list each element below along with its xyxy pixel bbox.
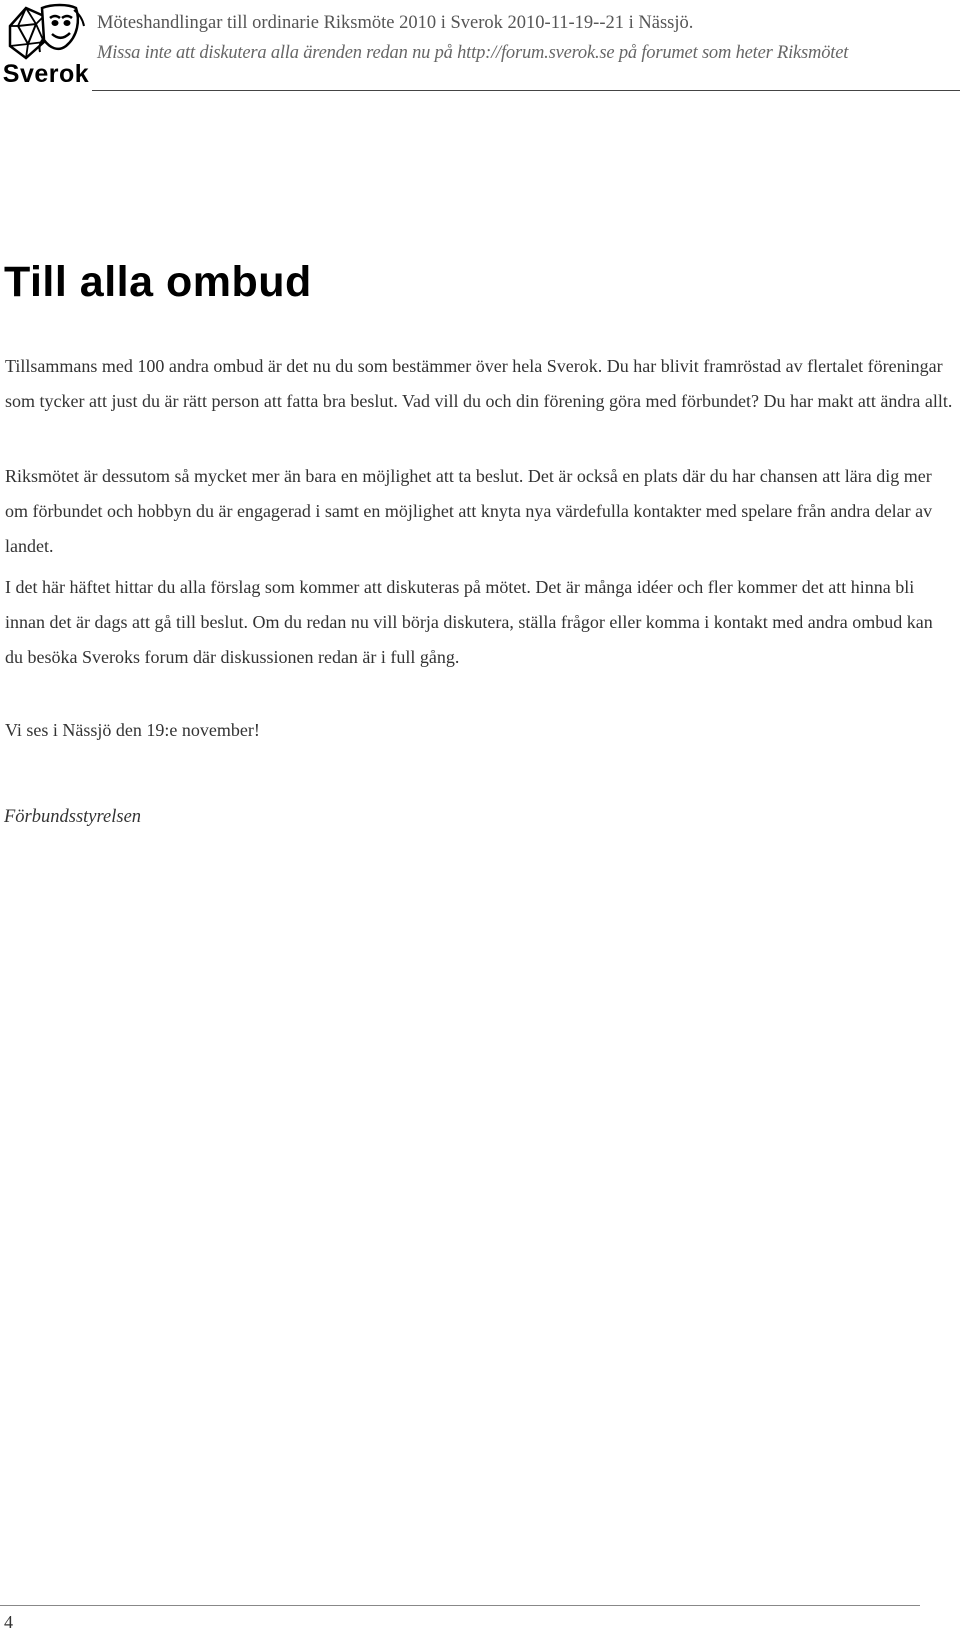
body-paragraph: Riksmötet är dessutom så mycket mer än bara en möjlighet att ta beslut. Det är också en plats där du har chansen att lära dig mer om förbundet och hobbyn du är engagerad i samt en möjlighet att knyta nya värdefulla kontakter med spelare från andra delar av landet. bbox=[5, 466, 933, 556]
header-meeting-title: Möteshandlingar till ordinarie Riksmöte 2010 i Sverok 2010-11-19--21 i Nässjö. bbox=[97, 13, 694, 33]
page-number: 4 bbox=[4, 1612, 13, 1632]
closing-line: Vi ses i Nässjö den 19:e november! bbox=[5, 720, 260, 740]
page-header bbox=[0, 0, 960, 92]
footer-divider bbox=[0, 1605, 920, 1606]
header-forum-note: Missa inte att diskutera alla ärenden redan nu på http://forum.sverok.se på forumet som heter Riksmötet bbox=[97, 43, 849, 63]
signature: Förbundsstyrelsen bbox=[4, 807, 142, 827]
dice-mask-logo-icon bbox=[4, 2, 90, 64]
logo-wordmark: Sverok bbox=[2, 60, 90, 88]
body-paragraph: I det här häftet hittar du alla förslag som kommer att diskuteras på mötet. Det är många idéer och fler kommer det att hinna bli innan det är dags att gå till beslut. Om du redan nu vill börja diskutera, ställa frågor eller komma i kontakt med andra ombud kan du besöka Sveroks forum där diskussionen redan är i full gång. bbox=[5, 577, 933, 667]
body-paragraph: Tillsammans med 100 andra ombud är det nu du som bestämmer över hela Sverok. Du har blivit framröstad av flertalet föreningar som tycker att just du är rätt person att fatta bra beslut. Vad vill du och din förening göra med förbundet? Du har makt att ändra allt. bbox=[5, 356, 953, 411]
page-title: Till alla ombud bbox=[4, 258, 312, 306]
header-divider bbox=[92, 90, 960, 91]
